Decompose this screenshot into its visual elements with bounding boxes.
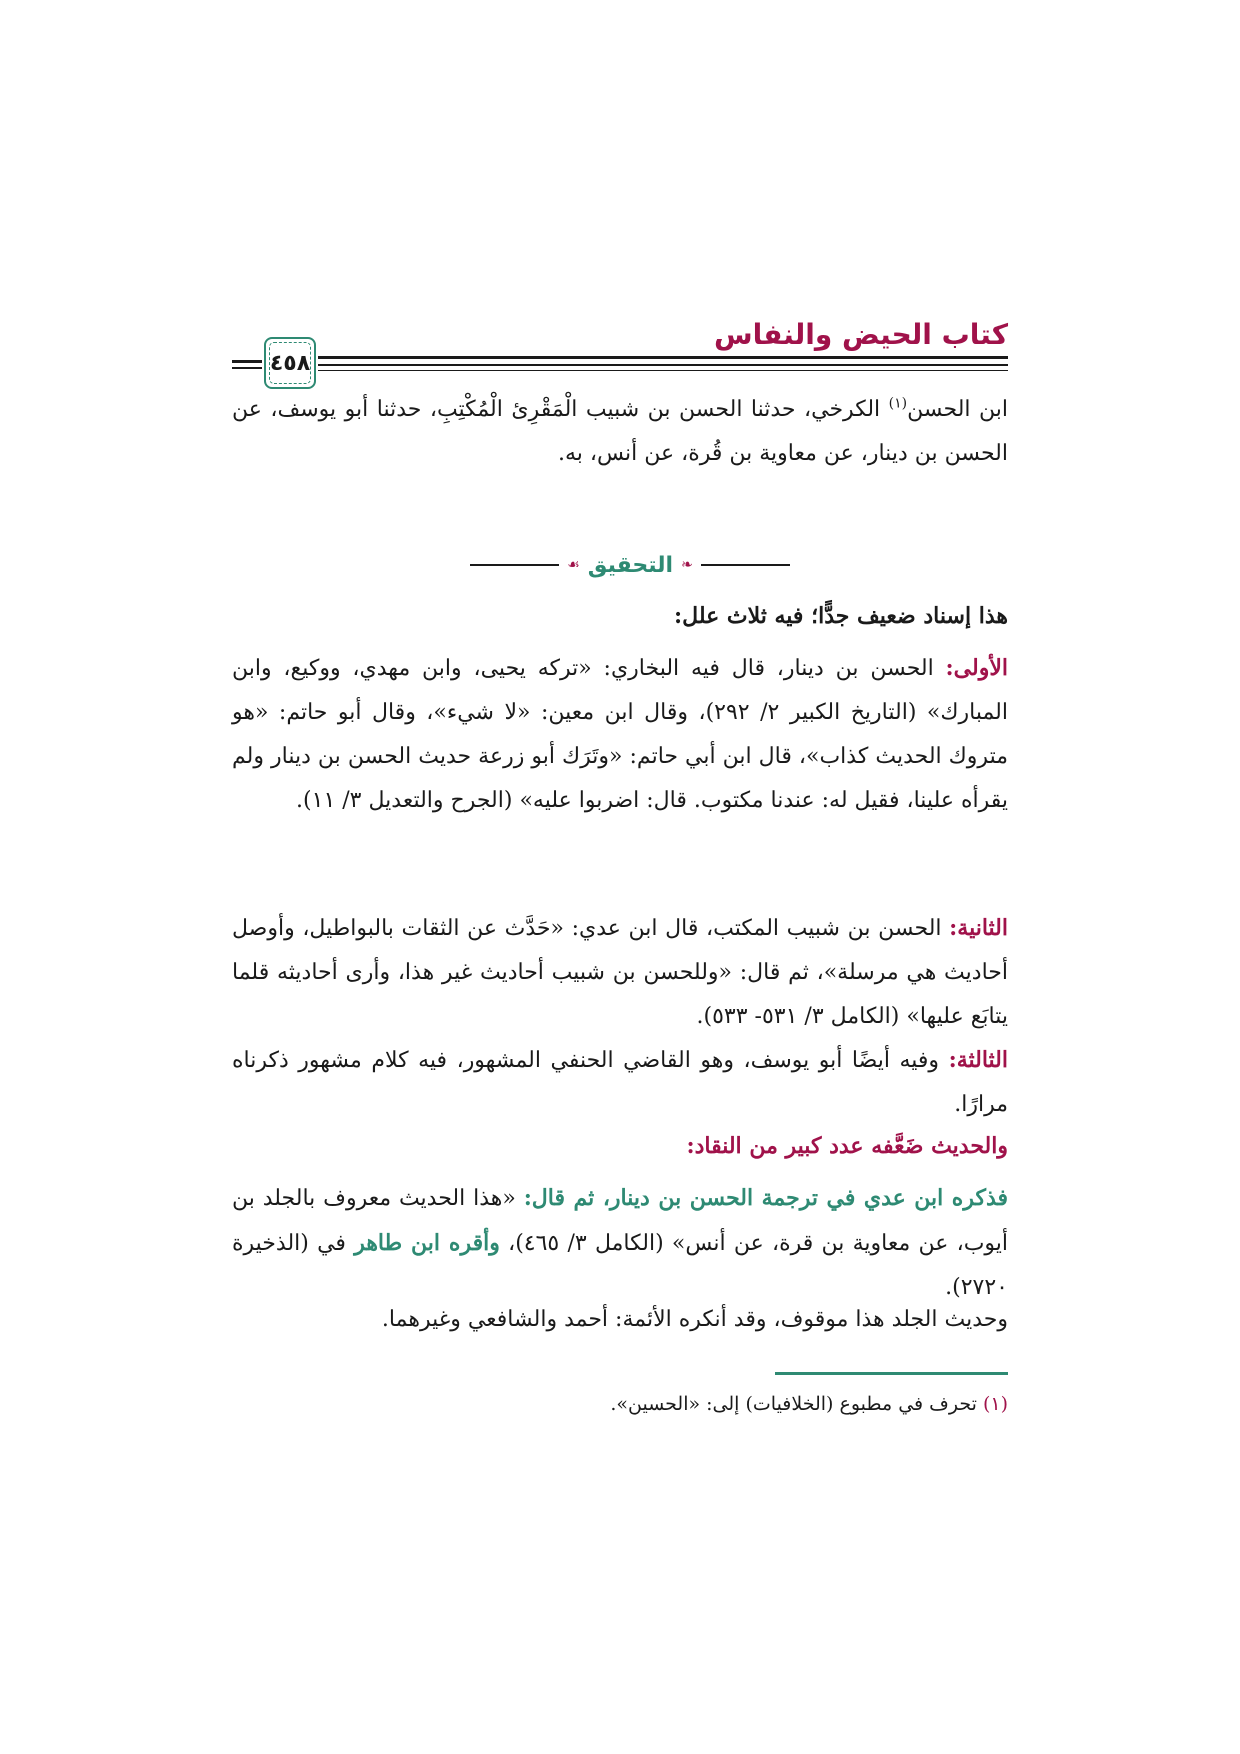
header-rule [232,367,262,369]
third-defect-paragraph [232,1038,1008,1127]
ibn-adi-paragraph [232,1176,1008,1310]
intro-text: ابن الحسن [907,397,1008,422]
footnote-number: (١) [982,1393,1008,1415]
intro-text: الكرخي، حدثنا الحسن بن شبيب الْمَقْرِئ الْمُكْتِبِ، حدثنا أبو يوسف، عن الحسن بن دينار، عن معاوية بن قُرة، عن أنس، به. [232,397,1008,466]
separator-line [701,564,790,566]
second-defect-text: الحسن بن شبيب المكتب، قال ابن عدي: «حَدَّث عن الثقات بالبواطيل، وأوصل أحاديث هي مرسلة»، ثم قال: «وللحسن بن شبيب أحاديث غير هذا، وأرى أحاديثه قلما يتابَع عليها» (الكامل ٣/ ٥٣١- ٥٣٣). [232,916,1008,1029]
intro-paragraph [232,388,1008,476]
second-defect-label: الثانية: [949,915,1008,941]
separator-line [470,564,559,566]
ornament-icon: ☙ [567,557,580,573]
footnote-text: تحرف في مطبوع (الخلافيات) إلى: «الحسين». [610,1393,983,1415]
ibn-adi-text: «هذا الحديث معروف بالجلد بن أيوب، عن معاوية بن قرة، عن أنس» (الكامل ٣/ ٤٦٥)، [232,1186,1009,1256]
first-defect-label: الأولى: [945,655,1008,681]
critics-heading: والحديث ضَعَّفه عدد كبير من النقاد: [686,1133,1008,1159]
second-defect-paragraph [232,906,1008,1039]
footnote-ref[interactable]: (١) [888,395,908,412]
running-header-title: كتاب الحيض والنفاس [713,318,1008,351]
ornament-icon: ❧ [681,557,693,573]
header-rule [318,364,1008,366]
third-defect-label: الثالثة: [948,1047,1008,1073]
header-rule [318,356,1008,359]
jald-paragraph: وحديث الجلد هذا موقوف، وقد أنكره الأئمة: أحمد والشافعي وغيرهما. [381,1307,1008,1332]
first-defect-paragraph [232,646,1008,823]
page-number-frame [264,337,316,389]
section-separator [470,550,790,580]
header-rule [232,360,262,363]
page-number: ٤٥٨ [269,350,311,376]
ibn-adi-label: فذكره ابن عدي في ترجمة الحسن بن دينار، ثم قال: [523,1185,1009,1211]
analysis-heading: هذا إسناد ضعيف جدًّا؛ فيه ثلاث علل: [674,603,1008,629]
footnote [232,1386,1008,1422]
section-title: التحقيق [587,552,674,578]
ibn-tahir-label: وأقره ابن طاهر [354,1230,500,1256]
footnote-divider [775,1372,1008,1375]
third-defect-text: وفيه أيضًا أبو يوسف، وهو القاضي الحنفي المشهور، فيه كلام مشهور ذكرناه مرارًا. [232,1048,1008,1117]
first-defect-text: الحسن بن دينار، قال فيه البخاري: «تركه يحيى، وابن مهدي، ووكيع، وابن المبارك» (التاريخ الكبير ٢/ ٢٩٢)، وقال ابن معين: «لا شيء»، وقال أبو حاتم: «هو متروك الحديث كذاب»، قال ابن أبي حاتم: «وتَرَك أبو زرعة حديث الحسن بن دينار ولم يقرأه علينا، فقيل له: عندنا مكتوب. قال: اضربوا عليه» (الجرح والتعديل ٣/ ١١). [232,656,1008,813]
header-rule [318,370,1008,371]
ibn-tahir-text: في (الذخيرة ٢٧٢٠). [232,1231,1008,1300]
